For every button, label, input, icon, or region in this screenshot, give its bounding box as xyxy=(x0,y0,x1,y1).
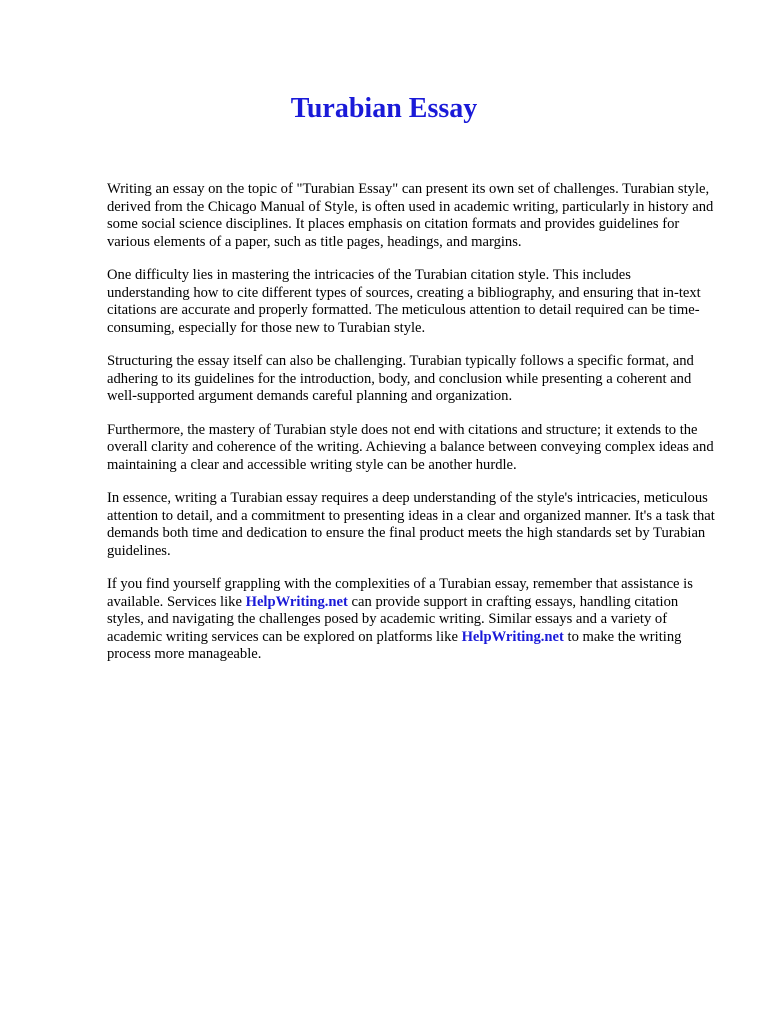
paragraph-closing xyxy=(107,576,715,664)
paragraph-4: Furthermore, the mastery of Turabian style does not end with citations and structure; it extends to the overall clarity and coherence of the writing. Achieving a balance between conveying complex ideas and maintaining a clear and accessible writing style can be another hurdle. xyxy=(107,421,714,473)
document-body xyxy=(107,181,715,680)
paragraph-3: Structuring the essay itself can also be challenging. Turabian typically follows a specific format, and adhering to its guidelines for the introduction, body, and conclusion while presenting a coherent and well-supported argument demands careful planning and organization. xyxy=(107,353,694,404)
closing-text-2: can provide support in crafting essays, handling citation styles, and navigating the challenges posed by academic writing. Similar essays and a variety of academic writing services can be explored on platforms like xyxy=(107,593,679,645)
helpwriting-link-1[interactable]: HelpWriting.net xyxy=(245,593,348,610)
closing-text-3: to make the writing process more manageable. xyxy=(107,628,682,662)
paragraph-5: In essence, writing a Turabian essay requires a deep understanding of the style's intricacies, meticulous attention to detail, and a commitment to presenting ideas in a clear and organized manner. It's a task that demands both time and dedication to ensure the final product meets the high standards set by Turabian guidelines. xyxy=(107,490,715,559)
helpwriting-link-2[interactable]: HelpWriting.net xyxy=(461,628,564,645)
paragraph-1: Writing an essay on the topic of "Turabian Essay" can present its own set of challenges. Turabian style, derived from the Chicago Manual of Style, is often used in academic writing, particularly in history and some social science disciplines. It places emphasis on citation formats and provides guidelines for various elements of a paper, such as title pages, headings, and margins. xyxy=(107,181,714,250)
page-title: Turabian Essay xyxy=(290,93,478,124)
closing-text-1: If you find yourself grappling with the complexities of a Turabian essay, remember that assistance is available. Services like xyxy=(107,576,693,610)
paragraph-2: One difficulty lies in mastering the intricacies of the Turabian citation style. This includes understanding how to cite different types of sources, creating a bibliography, and ensuring that in-text citations are accurate and properly formatted. The meticulous attention to detail required can be time-consuming, especially for those new to Turabian style. xyxy=(107,267,701,336)
